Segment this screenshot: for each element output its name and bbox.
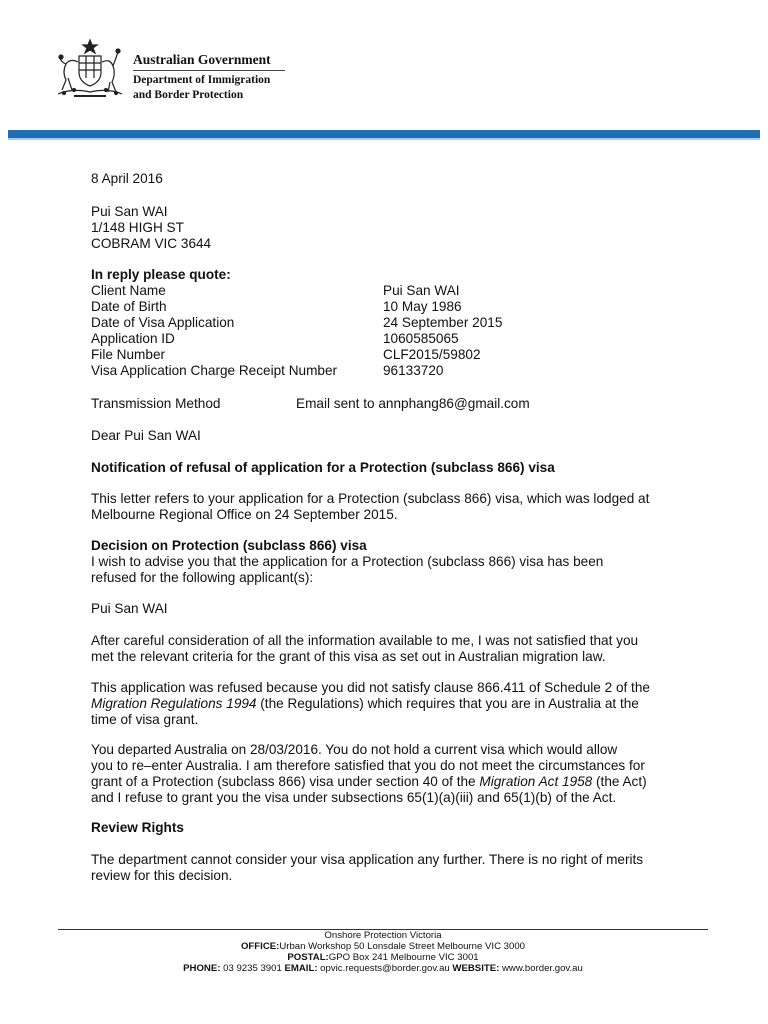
paragraph-line: This application was refused because you did not satisfy clause 866.411 of Schedule 2 of the [91,680,650,695]
reference-label: File Number [91,347,166,362]
paragraph-line: and I refuse to grant you the visa under subsections 65(1)(a)(iii) and 65(1)(b) of the Act. [91,790,617,805]
paragraph-line: review for this decision. [91,868,233,883]
consideration-paragraph [91,633,691,665]
paragraph-line: you to re–enter Australia. I am therefore satisfied that you do not meet the circumstances for [91,758,645,773]
reference-label: Application ID [91,331,175,346]
paragraph-text: (the Regulations) which requires that you are in Australia at the [256,696,639,711]
paragraph-line: I wish to advise you that the application for a Protection (subclass 866) visa has been [91,554,604,569]
letter-date: 8 April 2016 [91,171,163,186]
decision-heading: Decision on Protection (subclass 866) visa [91,538,367,553]
paragraph-line [91,696,691,712]
reference-value: 96133720 [383,363,444,378]
paragraph-line: refused for the following applicant(s): [91,570,314,585]
brand-bar [8,130,760,138]
footer-label: POSTAL: [287,952,329,963]
recipient-name: Pui San WAI [91,204,168,219]
footer-value: 03 9235 3901 [220,963,285,974]
reference-label: Client Name [91,283,166,298]
paragraph-line: time of visa grant. [91,712,199,727]
footer-office-name: Onshore Protection Victoria [324,930,442,941]
footer-contact [58,963,708,975]
footer-value: GPO Box 241 Melbourne VIC 3001 [328,952,479,963]
paragraph-line: The department cannot consider your visa application any further. There is no right of merits [91,852,644,867]
review-heading: Review Rights [91,820,184,835]
letterhead-divider [133,70,285,71]
footer-value: Urban Workshop 50 Lonsdale Street Melbourne VIC 3000 [279,941,526,952]
footer-office-address [58,941,708,953]
footer-value: opvic.requests@border.gov.au [317,963,453,974]
footer-label: WEBSITE: [452,963,500,974]
decision-paragraph [91,554,691,586]
reference-label: Date of Visa Application [91,315,235,330]
reference-label: Visa Application Charge Receipt Number [91,363,338,378]
paragraph-line [91,774,691,790]
reference-value: Pui San WAI [383,283,460,298]
paragraph-text: (the Act) [592,774,647,789]
departure-paragraph [91,742,691,806]
applicant-name: Pui San WAI [91,601,168,616]
footer-label: PHONE: [183,963,221,974]
paragraph-line: You departed Australia on 28/03/2016. You do not hold a current visa which would allow [91,742,618,757]
footer-label: EMAIL: [284,963,318,974]
reference-value: 10 May 1986 [383,299,462,314]
subject-heading: Notification of refusal of application for a Protection (subclass 866) visa [91,460,555,475]
reference-value: 1060585065 [383,331,459,346]
brand-bar-accent [8,138,760,140]
regulations-title: Migration Regulations 1994 [91,696,257,711]
department-name [133,73,270,103]
transmission-label: Transmission Method [91,396,221,411]
paragraph-line: This letter refers to your application for a Protection (subclass 866) visa, which was lodged at [91,491,650,506]
paragraph-line: Melbourne Regional Office on 24 September 2015. [91,507,398,522]
reply-heading: In reply please quote: [91,267,231,282]
department-line-2: and Border Protection [133,89,244,101]
recipient-address-line-2: COBRAM VIC 3644 [91,236,212,251]
transmission-value: Email sent to annphang86@gmail.com [296,396,530,411]
government-name: Australian Government [133,52,271,67]
paragraph-line: After careful consideration of all the information available to me, I was not satisfied that you [91,633,639,648]
footer-value: www.border.gov.au [499,963,583,974]
footer-label: OFFICE: [240,941,280,952]
department-line-1: Department of Immigration [133,74,271,86]
refusal-reason-paragraph [91,680,691,728]
recipient-address-line-1: 1/148 HIGH ST [91,220,184,235]
reference-value: 24 September 2015 [383,315,503,330]
act-title: Migration Act 1958 [479,774,593,789]
intro-paragraph [91,491,691,523]
commonwealth-coat-of-arms-icon [52,38,128,100]
review-paragraph [91,852,691,884]
paragraph-text: grant of a Protection (subclass 866) visa under section 40 of the [91,774,480,789]
salutation: Dear Pui San WAI [91,428,201,443]
footer-postal-address [58,952,708,964]
reference-label: Date of Birth [91,299,167,314]
reference-value: CLF2015/59802 [383,347,481,362]
paragraph-line: met the relevant criteria for the grant of this visa as set out in Australian migration law. [91,649,606,664]
